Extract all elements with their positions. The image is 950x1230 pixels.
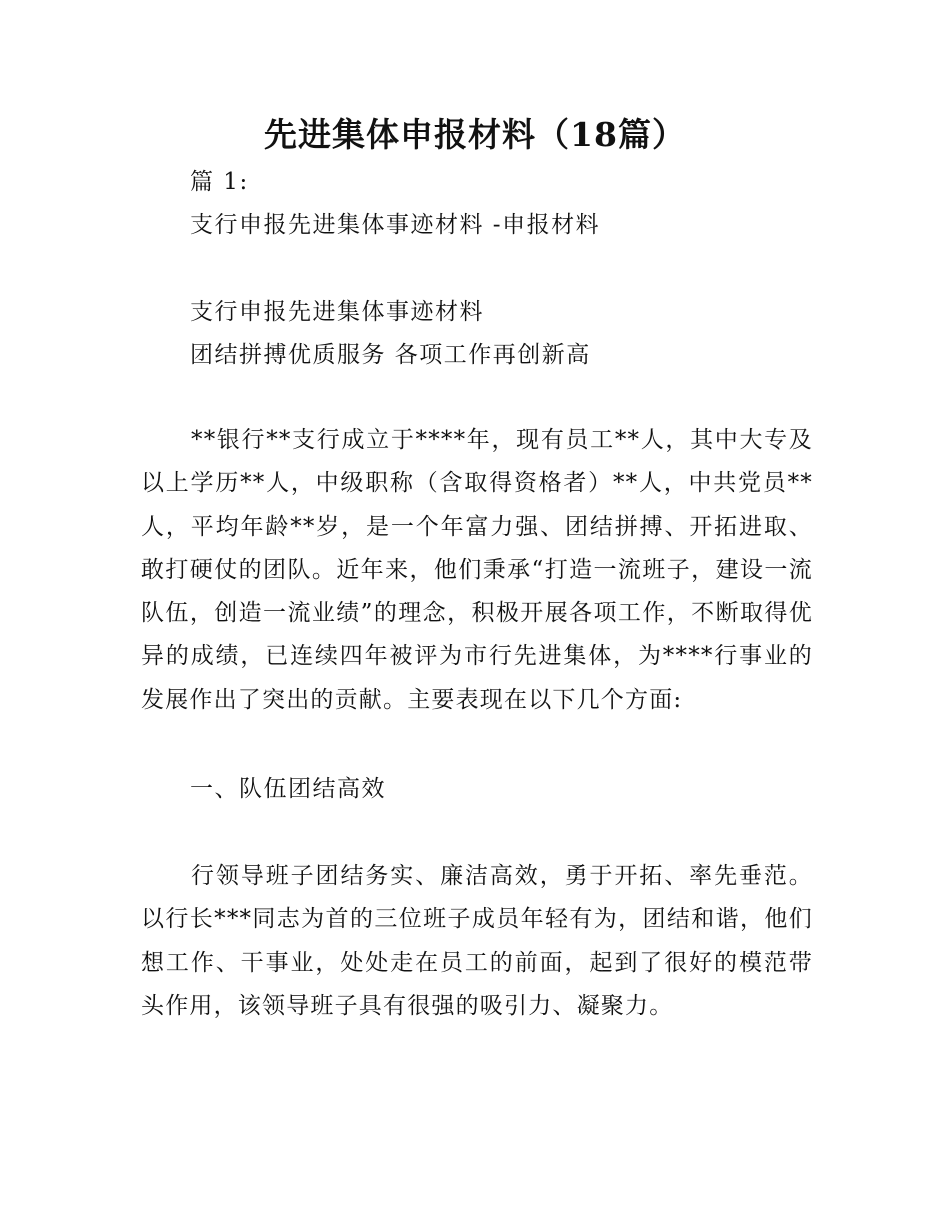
article-heading: 支行申报先进集体事迹材料 — [190, 299, 484, 325]
section-heading-1: 一、队伍团结高效 — [190, 776, 386, 802]
body-paragraph-1: **银行**支行成立于****年，现有员工**人，其中大专及以上学历**人，中级职称（含取得资格者）**人，中共党员**人，平均年龄**岁，是一个年富力强、团结拼搏、开拓进取、敢打硬仗的团队。近年来，他们秉承“打造一流班子，建设一流队伍，创造一流业绩”的理念，积极开展各项工作，不断取得优异的成绩，已连续四年被评为市行先进集体，为****行事业的发展作出了突出的贡献。主要表现在以下几个方面: — [141, 427, 813, 713]
article-label: 篇 1: — [190, 169, 249, 195]
body-paragraph-2: 行领导班子团结务实、廉洁高效，勇于开拓、率先垂范。以行长***同志为首的三位班子成员年轻有为，团结和谐，他们想工作、干事业，处处走在员工的前面，起到了很好的模范带头作用，该领导班子具有很强的吸引力、凝聚力。 — [141, 863, 813, 1019]
document-title: 先进集体申报材料（18篇） — [264, 115, 686, 154]
article-slogan: 团结拼搏优质服务 各项工作再创新高 — [190, 342, 591, 368]
article-subtitle: 支行申报先进集体事迹材料 -申报材料 — [190, 212, 601, 238]
